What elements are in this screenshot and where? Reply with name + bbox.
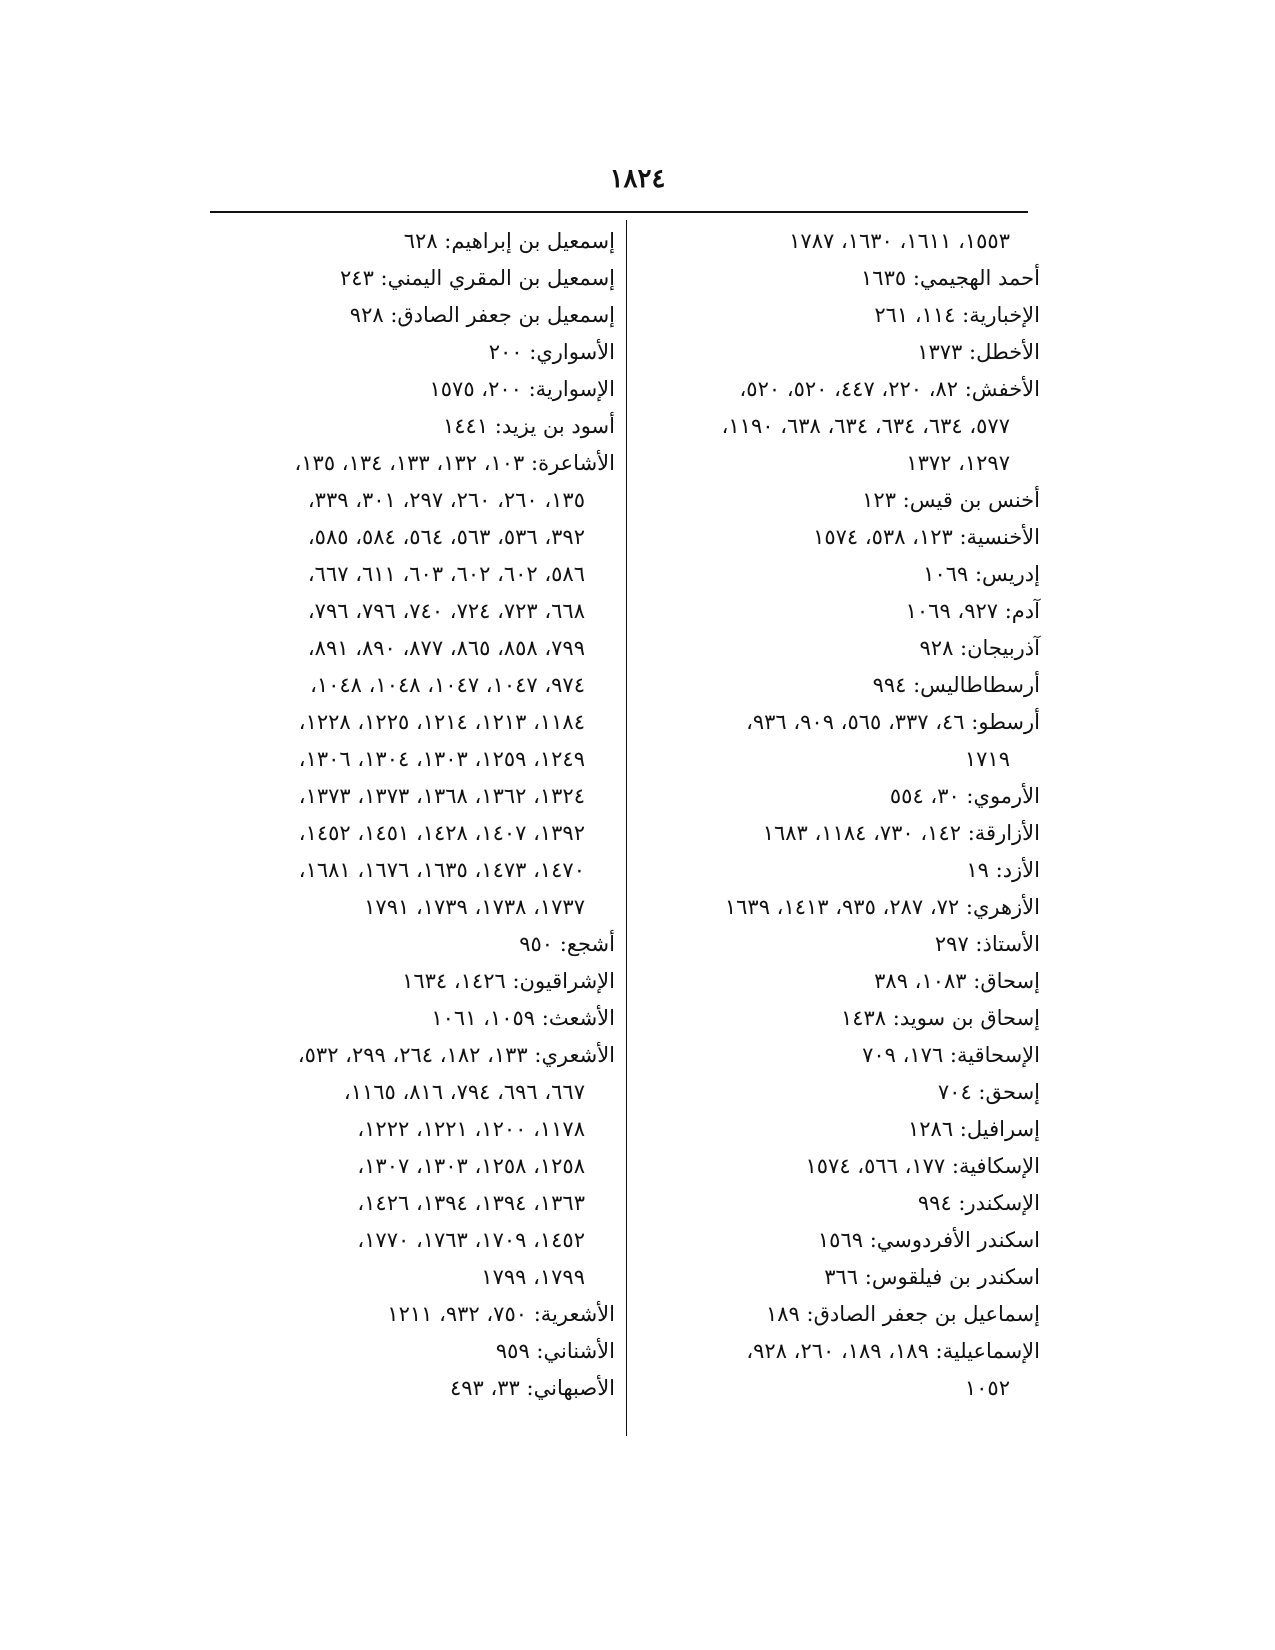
index-entry: أرسطو: ٤٦، ٣٣٧، ٥٦٥، ٩٠٩، ٩٣٦، [746, 710, 1040, 734]
index-entry: الأستاذ: ٢٩٧ [934, 932, 1040, 956]
index-column-right [640, 223, 1040, 1407]
index-entry: الأخفش: ٨٢، ٢٢٠، ٤٤٧، ٥٢٠، ٥٢٠، [739, 377, 1040, 401]
index-entry-continuation: ١١٨٤، ١٢١٣، ١٢١٤، ١٢٢٥، ١٢٢٨، [298, 710, 585, 734]
index-entry: إسرافيل: ١٢٨٦ [907, 1117, 1040, 1141]
index-entry-continuation: ٣٩٢، ٥٣٦، ٥٦٣، ٥٦٤، ٥٨٤، ٥٨٥، [307, 525, 585, 549]
index-entry: الأسواري: ٢٠٠ [488, 340, 615, 364]
index-entry: الأشعري: ١٣٣، ١٨٢، ٢٦٤، ٢٩٩، ٥٣٢، [297, 1043, 615, 1067]
index-entry: اسكندر بن فيلقوس: ٣٦٦ [824, 1265, 1040, 1289]
index-entry: أسود بن يزيد: ١٤٤١ [443, 414, 615, 438]
index-entry: أرسطاطاليس: ٩٩٤ [872, 673, 1040, 697]
index-entry: الأشعرية: ٧٥٠، ٩٣٢، ١٢١١ [387, 1302, 615, 1326]
index-entry: أحمد الهجيمي: ١٦٣٥ [861, 266, 1040, 290]
index-entry-continuation: ١٣٩٢، ١٤٠٧، ١٤٢٨، ١٤٥١، ١٤٥٢، [298, 821, 585, 845]
index-entry: إسحاق بن سويد: ١٤٣٨ [840, 1006, 1040, 1030]
index-entry: إسحاق: ١٠٨٣، ٣٨٩ [874, 969, 1040, 993]
index-entry-continuation: ٥٧٧، ٦٣٤، ٦٣٤، ٦٣٤، ٦٣٨، ١١٩٠، [721, 414, 1010, 438]
index-entry-continuation: ١٧٩٩، ١٧٩٩ [481, 1265, 585, 1289]
index-entry-continuation: ٦٦٧، ٦٩٦، ٧٩٤، ٨١٦، ١١٦٥، [343, 1080, 585, 1104]
index-entry: اسكندر الأفردوسي: ١٥٦٩ [817, 1228, 1040, 1252]
page-number: ١٨٢٤ [609, 164, 666, 194]
index-entry-continuation: ١٥٥٣، ١٦١١، ١٦٣٠، ١٧٨٧ [789, 229, 1010, 253]
index-entry: آذربيجان: ٩٢٨ [919, 636, 1040, 660]
index-column-left [215, 223, 615, 1407]
index-entry-continuation: ١٢٥٨، ١٢٥٨، ١٣٠٣، ١٣٠٧، [357, 1154, 585, 1178]
index-entry: الأشاعرة: ١٠٣، ١٣٢، ١٣٣، ١٣٤، ١٣٥، [294, 451, 615, 475]
index-entry: الأخطل: ١٣٧٣ [917, 340, 1040, 364]
index-entry: الإسوارية: ٢٠٠، ١٥٧٥ [429, 377, 615, 401]
index-entry: الأزارقة: ١٤٢، ٧٣٠، ١١٨٤، ١٦٨٣ [762, 821, 1040, 845]
index-entry: أخنس بن قيس: ١٢٣ [862, 488, 1040, 512]
index-entry: آدم: ٩٢٧، ١٠٦٩ [905, 599, 1040, 623]
index-entry: إسمعيل بن المقري اليمني: ٢٤٣ [340, 266, 615, 290]
index-entry-continuation: ١٧٣٧، ١٧٣٨، ١٧٣٩، ١٧٩١ [364, 895, 585, 919]
index-entry: إسمعيل بن جعفر الصادق: ٩٢٨ [349, 303, 615, 327]
index-entry: إسحق: ٧٠٤ [937, 1080, 1040, 1104]
index-entry-continuation: ٩٧٤، ١٠٤٧، ١٠٤٧، ١٠٤٨، ١٠٤٨، [310, 673, 585, 697]
header-rule [210, 211, 1028, 213]
index-entry: الأشعث: ١٠٥٩، ١٠٦١ [431, 1006, 615, 1030]
index-entry-continuation: ٦٦٨، ٧٢٣، ٧٢٤، ٧٤٠، ٧٩٦، ٧٩٦، [307, 599, 585, 623]
index-entry-continuation: ٥٨٦، ٦٠٢، ٦٠٢، ٦٠٣، ٦١١، ٦٦٧، [307, 562, 585, 586]
index-entry-continuation: ١٢٩٧، ١٣٧٢ [906, 451, 1010, 475]
index-entry: الإسحاقية: ١٧٦، ٧٠٩ [862, 1043, 1040, 1067]
index-entry: إدريس: ١٠٦٩ [923, 562, 1040, 586]
index-entry-continuation: ١٣٦٣، ١٣٩٤، ١٣٩٤، ١٤٢٦، [357, 1191, 585, 1215]
index-entry-continuation: ٧٩٩، ٨٥٨، ٨٦٥، ٨٧٧، ٨٩٠، ٨٩١، [307, 636, 585, 660]
index-entry: الإسماعيلية: ١٨٩، ١٨٩، ٢٦٠، ٩٢٨، [746, 1339, 1040, 1363]
index-entry-continuation: ١٣٢٤، ١٣٦٢، ١٣٦٨، ١٣٧٣، ١٣٧٣، [298, 784, 585, 808]
index-entry-continuation: ١٤٥٢، ١٧٠٩، ١٧٦٣، ١٧٧٠، [357, 1228, 585, 1252]
index-entry-continuation: ١٧١٩ [964, 747, 1010, 771]
index-entry: الأصبهاني: ٣٣، ٤٩٣ [449, 1376, 615, 1400]
index-entry-continuation: ١٠٥٢ [964, 1376, 1010, 1400]
index-entry: إسمعيل بن إبراهيم: ٦٢٨ [403, 229, 615, 253]
index-entry: الأرموي: ٣٠، ٥٥٤ [889, 784, 1040, 808]
index-entry-continuation: ١١٧٨، ١٢٠٠، ١٢٢١، ١٢٢٢، [357, 1117, 585, 1141]
index-entry: الأزد: ١٩ [966, 858, 1040, 882]
index-entry: الإسكندر: ٩٩٤ [917, 1191, 1040, 1215]
column-divider [626, 220, 627, 1436]
index-entry: الأزهري: ٧٢، ٢٨٧، ٩٣٥، ١٤١٣، ١٦٣٩ [724, 895, 1040, 919]
index-entry: الإخبارية: ١١٤، ٢٦١ [874, 303, 1040, 327]
index-entry-continuation: ١٢٤٩، ١٢٥٩، ١٣٠٣، ١٣٠٤، ١٣٠٦، [298, 747, 585, 771]
index-entry-continuation: ١٤٧٠، ١٤٧٣، ١٦٣٥، ١٦٧٦، ١٦٨١، [298, 858, 585, 882]
index-entry-continuation: ١٣٥، ٢٦٠، ٢٦٠، ٢٩٧، ٣٠١، ٣٣٩، [307, 488, 585, 512]
index-entry: إسماعيل بن جعفر الصادق: ١٨٩ [765, 1302, 1040, 1326]
index-entry: أشجع: ٩٥٠ [519, 932, 615, 956]
index-entry: الإسكافية: ١٧٧، ٥٦٦، ١٥٧٤ [805, 1154, 1040, 1178]
index-entry: الأشناني: ٩٥٩ [495, 1339, 615, 1363]
index-entry: الإشراقيون: ١٤٢٦، ١٦٣٤ [402, 969, 615, 993]
index-entry: الأخنسية: ١٢٣، ٥٣٨، ١٥٧٤ [813, 525, 1040, 549]
